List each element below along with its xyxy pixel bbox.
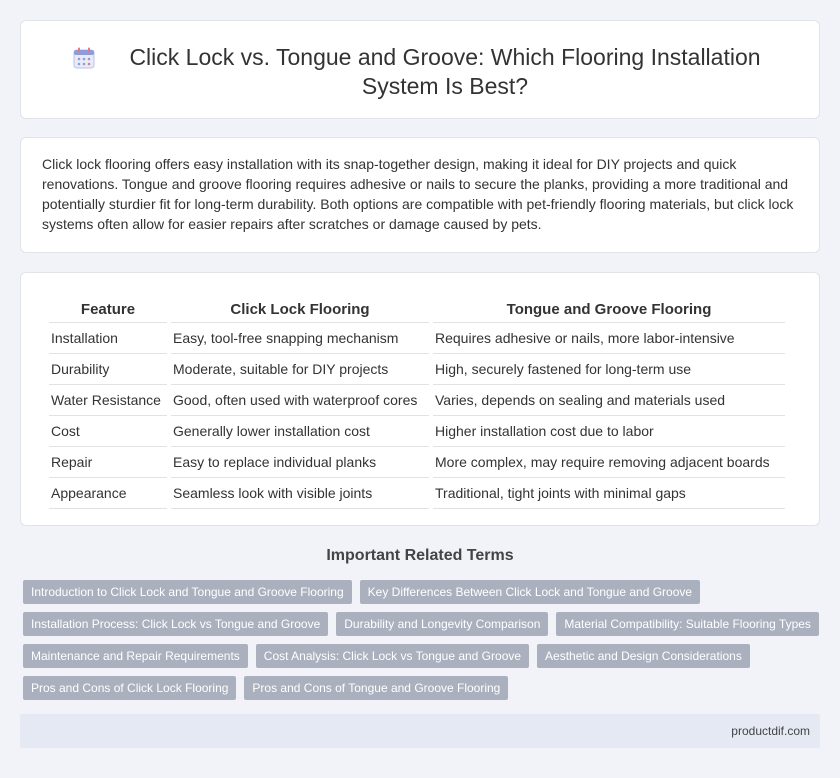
related-term-tag[interactable]: Durability and Longevity Comparison [336, 612, 548, 636]
feature-cell: Repair [49, 447, 167, 478]
footer-site-link[interactable]: productdif.com [731, 724, 810, 738]
related-term-tag[interactable]: Cost Analysis: Click Lock vs Tongue and Groove [256, 644, 529, 668]
feature-cell: Cost [49, 416, 167, 447]
table-row [49, 478, 785, 509]
click-lock-cell: Generally lower installation cost [171, 416, 429, 447]
tongue-groove-cell: Traditional, tight joints with minimal gaps [433, 478, 785, 509]
related-term-tag[interactable]: Key Differences Between Click Lock and Tongue and Groove [360, 580, 700, 604]
comparison-table [45, 297, 789, 509]
feature-cell: Appearance [49, 478, 167, 509]
header-click-lock: Click Lock Flooring [171, 297, 429, 323]
intro-paragraph: Click lock flooring offers easy installation with its snap-together design, making it ideal for DIY projects and quick renovations. Tongue and groove flooring requires adhesive or nails to secure the planks, providing a more traditional and potentially sturdier fit for long-term durability. Both options are compatible with pet-friendly flooring materials, but click lock systems often allow for easier repairs after scratches or damage caused by pets. [42, 156, 794, 232]
click-lock-cell: Easy, tool-free snapping mechanism [171, 323, 429, 354]
intro-card [20, 137, 820, 253]
table-row [49, 385, 785, 416]
title-card [20, 20, 820, 119]
page-title: Click Lock vs. Tongue and Groove: Which Flooring Installation System Is Best? [129, 44, 761, 99]
tongue-groove-cell: More complex, may require removing adjacent boards [433, 447, 785, 478]
related-term-tag[interactable]: Pros and Cons of Tongue and Groove Flooring [244, 676, 508, 700]
header-tongue-groove: Tongue and Groove Flooring [433, 297, 785, 323]
tongue-groove-cell: Varies, depends on sealing and materials used [433, 385, 785, 416]
header-feature: Feature [49, 297, 167, 323]
table-row [49, 447, 785, 478]
related-term-tag[interactable]: Introduction to Click Lock and Tongue and Groove Flooring [23, 580, 352, 604]
feature-cell: Water Resistance [49, 385, 167, 416]
click-lock-cell: Moderate, suitable for DIY projects [171, 354, 429, 385]
table-header-row [49, 297, 785, 323]
related-terms-heading: Important Related Terms [326, 547, 514, 564]
comparison-card [20, 272, 820, 526]
click-lock-cell: Seamless look with visible joints [171, 478, 429, 509]
related-term-tag[interactable]: Pros and Cons of Click Lock Flooring [23, 676, 236, 700]
feature-cell: Durability [49, 354, 167, 385]
feature-cell: Installation [49, 323, 167, 354]
related-term-tag[interactable]: Installation Process: Click Lock vs Tongue and Groove [23, 612, 328, 636]
footer-bar [20, 714, 820, 748]
related-term-tag[interactable]: Maintenance and Repair Requirements [23, 644, 248, 668]
click-lock-cell: Easy to replace individual planks [171, 447, 429, 478]
related-term-tag[interactable]: Material Compatibility: Suitable Flooring Types [556, 612, 819, 636]
table-row [49, 354, 785, 385]
tongue-groove-cell: Requires adhesive or nails, more labor-intensive [433, 323, 785, 354]
tongue-groove-cell: Higher installation cost due to labor [433, 416, 785, 447]
related-term-tag[interactable]: Aesthetic and Design Considerations [537, 644, 750, 668]
related-terms-list [23, 580, 823, 700]
click-lock-cell: Good, often used with waterproof cores [171, 385, 429, 416]
tongue-groove-cell: High, securely fastened for long-term use [433, 354, 785, 385]
table-row [49, 323, 785, 354]
table-row [49, 416, 785, 447]
